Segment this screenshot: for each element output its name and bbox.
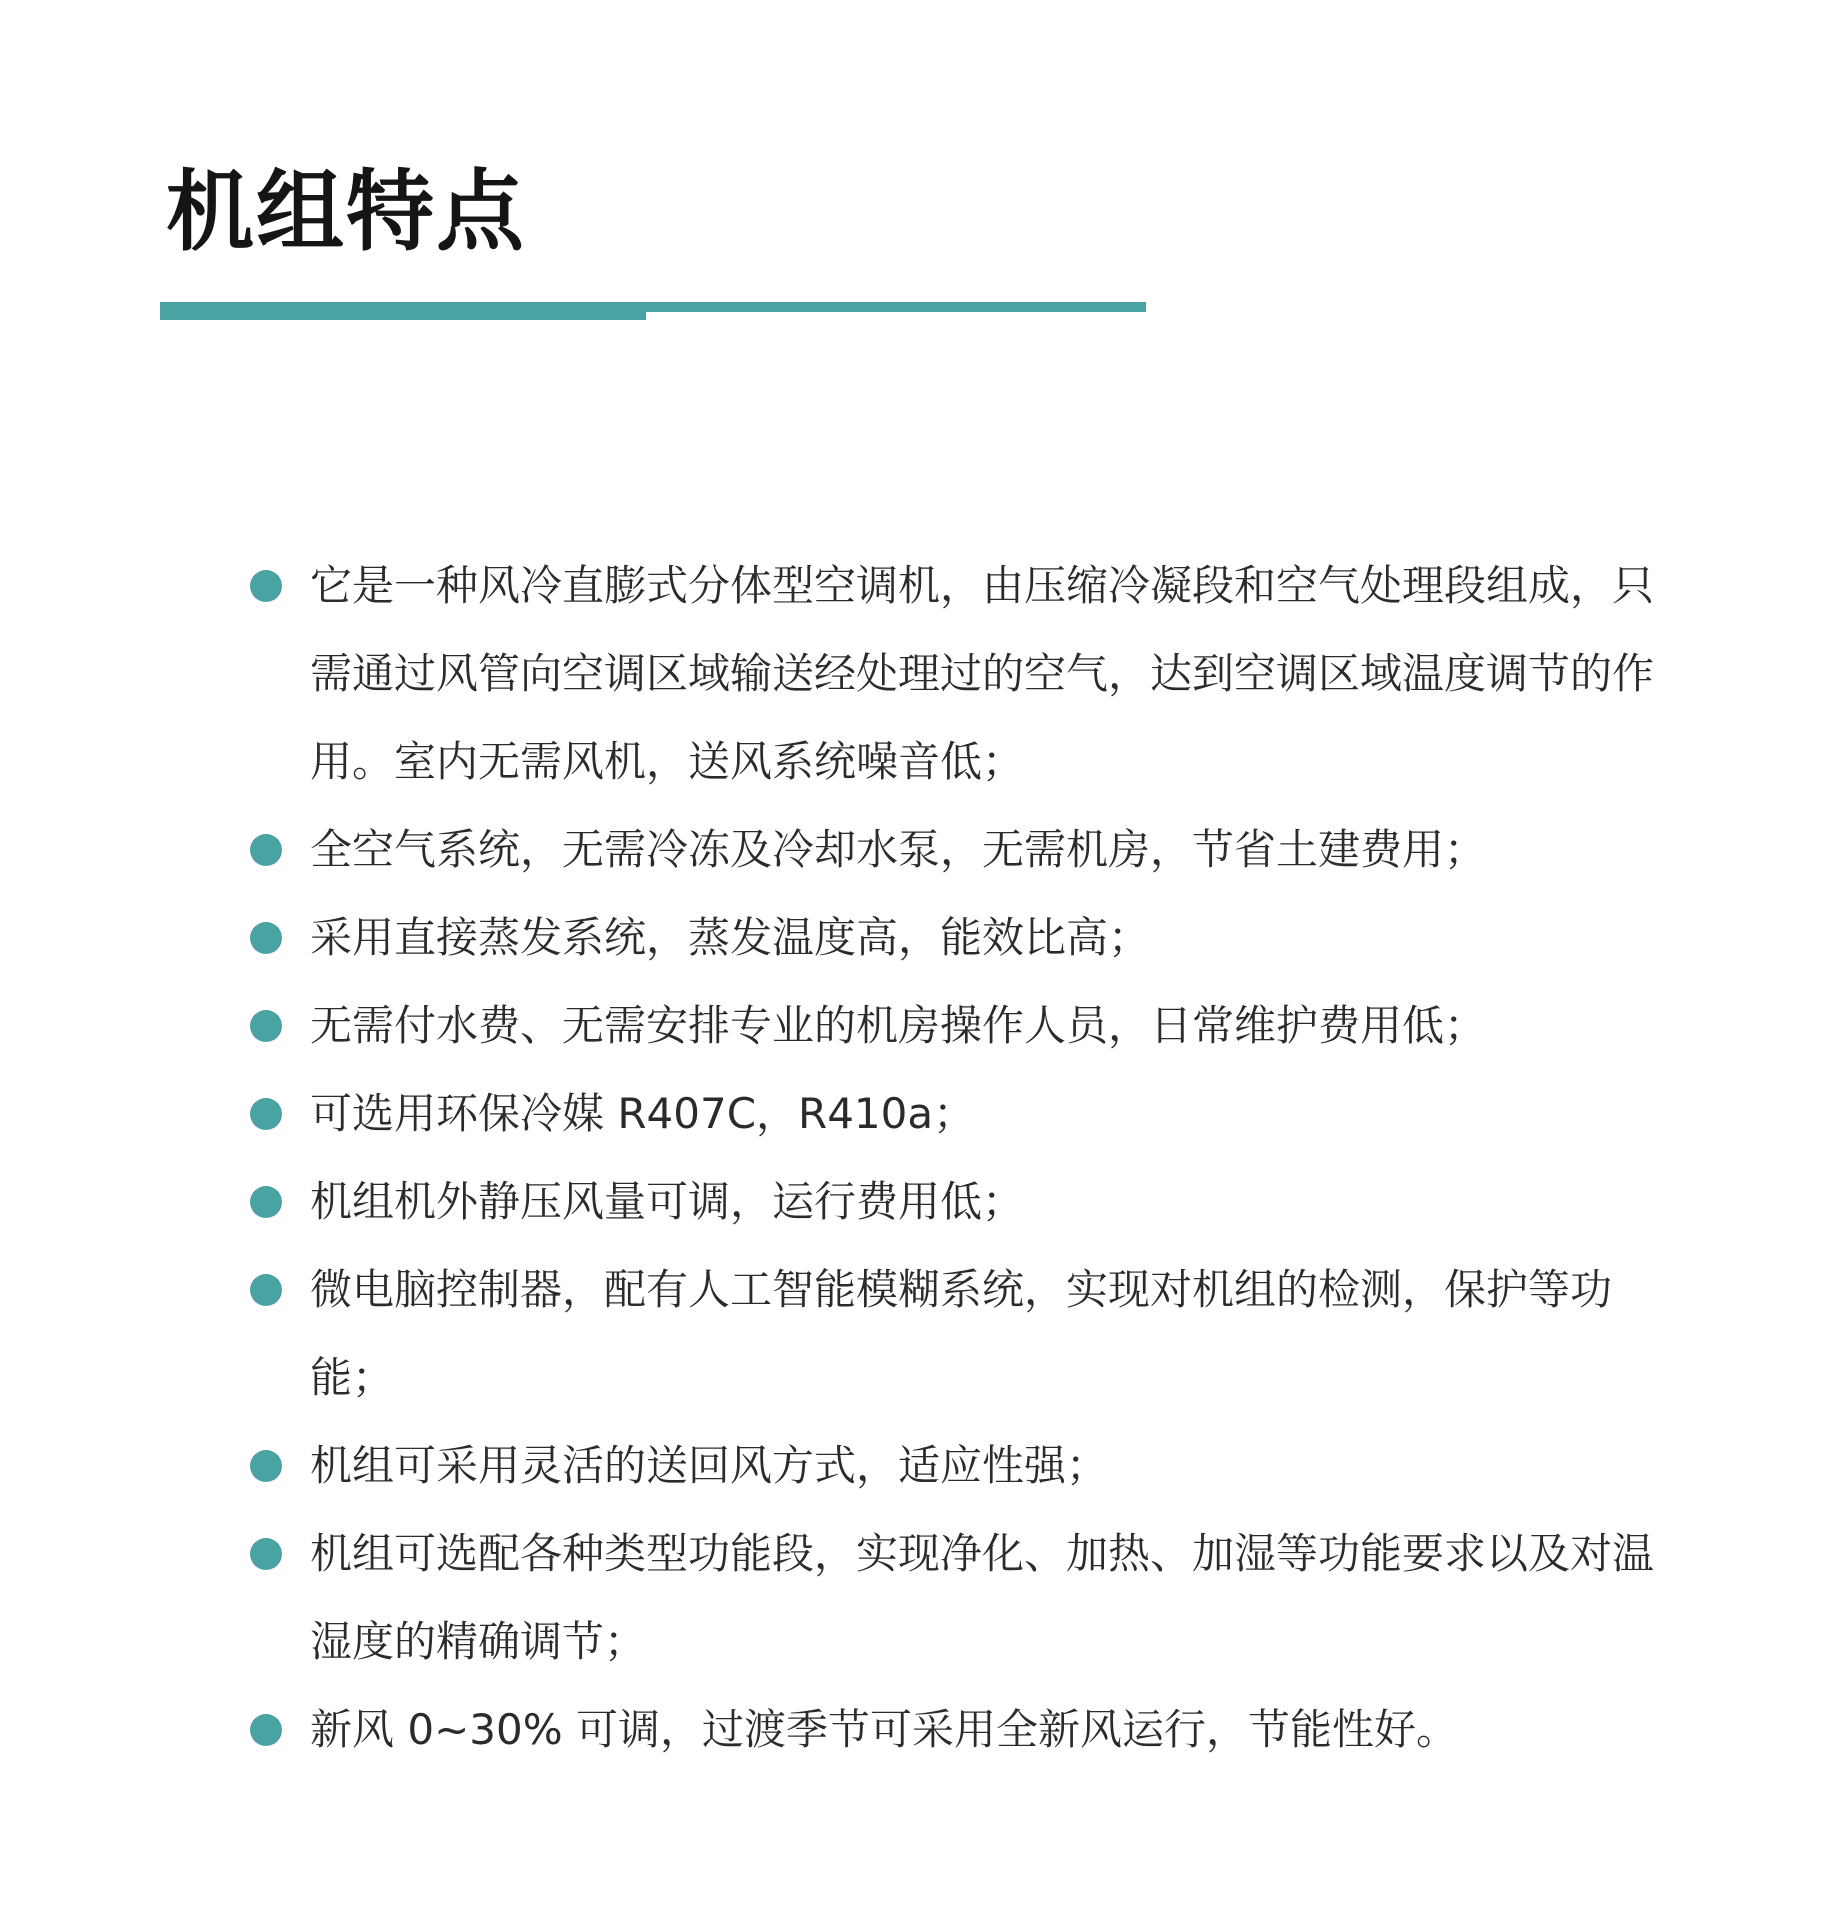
feature-item bbox=[250, 1070, 1670, 1158]
feature-text: 无需付水费、无需安排专业的机房操作人员，日常维护费用低； bbox=[310, 1001, 1487, 1050]
feature-text: 机组可选配各种类型功能段，实现净化、加热、加湿等功能要求以及对温湿度的精确调节； bbox=[310, 1529, 1655, 1666]
bullet-dot-icon bbox=[250, 834, 282, 866]
title-underline-thin bbox=[646, 302, 1146, 312]
feature-item bbox=[250, 982, 1670, 1070]
feature-text: 全空气系统，无需冷冻及冷却水泵，无需机房，节省土建费用； bbox=[310, 825, 1487, 874]
bullet-dot-icon bbox=[250, 1714, 282, 1746]
feature-item bbox=[250, 1686, 1670, 1774]
feature-item bbox=[250, 1422, 1670, 1510]
feature-item bbox=[250, 542, 1670, 806]
bullet-dot-icon bbox=[250, 1098, 282, 1130]
page-title: 机组特点 bbox=[166, 160, 527, 263]
feature-text: 它是一种风冷直膨式分体型空调机，由压缩冷凝段和空气处理段组成，只需通过风管向空调区域输送经处理过的空气，达到空调区域温度调节的作用。室内无需风机，送风系统噪音低； bbox=[310, 561, 1655, 786]
title-underline-thick bbox=[160, 302, 646, 320]
bullet-dot-icon bbox=[250, 570, 282, 602]
feature-text: 微电脑控制器，配有人工智能模糊系统，实现对机组的检测，保护等功能； bbox=[310, 1265, 1613, 1402]
bullet-dot-icon bbox=[250, 1274, 282, 1306]
feature-item bbox=[250, 894, 1670, 982]
bullet-dot-icon bbox=[250, 1450, 282, 1482]
feature-list bbox=[250, 542, 1670, 1774]
title-underline bbox=[160, 302, 1146, 320]
feature-text: 机组机外静压风量可调，运行费用低； bbox=[310, 1177, 1025, 1226]
feature-item bbox=[250, 1158, 1670, 1246]
feature-item bbox=[250, 1510, 1670, 1686]
bullet-dot-icon bbox=[250, 922, 282, 954]
feature-text: 采用直接蒸发系统，蒸发温度高，能效比高； bbox=[310, 913, 1151, 962]
feature-item bbox=[250, 806, 1670, 894]
feature-text: 新风 0~30% 可调，过渡季节可采用全新风运行，节能性好。 bbox=[310, 1705, 1458, 1754]
feature-text: 可选用环保冷媒 R407C，R410a； bbox=[310, 1089, 976, 1138]
bullet-dot-icon bbox=[250, 1010, 282, 1042]
feature-text: 机组可采用灵活的送回风方式，适应性强； bbox=[310, 1441, 1109, 1490]
bullet-dot-icon bbox=[250, 1186, 282, 1218]
bullet-dot-icon bbox=[250, 1538, 282, 1570]
feature-item bbox=[250, 1246, 1670, 1422]
